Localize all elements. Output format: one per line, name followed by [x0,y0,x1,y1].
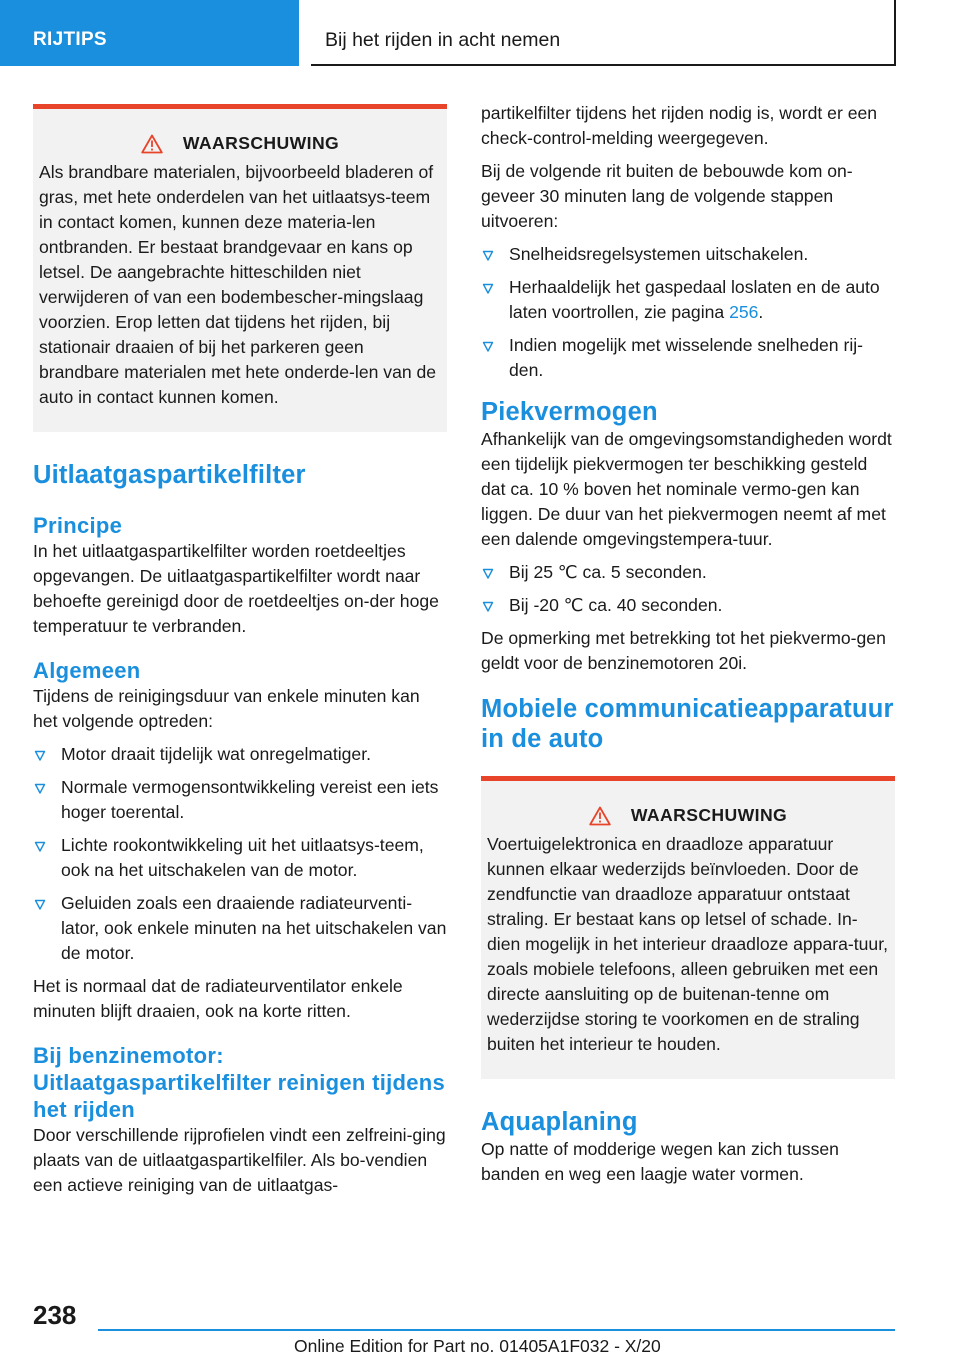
heading-algemeen: Algemeen [33,658,141,683]
heading-uitlaatgaspartikelfilter: Uitlaatgaspartikelfilter [33,461,306,489]
list-item [33,775,447,825]
paragraph-benzinemotor: Door verschillende rijprofielen vindt een zelfreini-ging plaats van de uitlaatgaspartikelfiler. Als bo-vendien een actieve reiniging van de uitlaatgas- [33,1125,446,1195]
warning-title: WAARSCHUWING [182,133,340,153]
bullet-triangle-icon [33,743,47,767]
bullet-triangle-icon [481,276,495,300]
list-rit [481,242,895,383]
list-item-text: Normale vermogensontwikkeling vereist een iets hoger toerental. [61,777,439,822]
bullet-triangle-icon [33,834,47,858]
bullet-triangle-icon [481,334,495,358]
list-item [33,742,447,767]
list-item-text: Lichte rookontwikkeling uit het uitlaatsys-teem, ook na het uitschakelen van de motor. [61,835,424,880]
list-piek [481,560,895,618]
footer-divider [98,1329,895,1331]
list-item-text: Bij -20 ℃ ca. 40 seconden. [509,595,723,615]
paragraph-algemeen: Tijdens de reinigingsduur van enkele minuten kan het volgende optreden: [33,686,420,731]
paragraph-principe: In het uitlaatgaspartikelfilter worden roetdeeltjes opgevangen. De uitlaatgaspartikelfilter wordt naar behoefte gereinigd door de roetdeeltjes on-der hoge temperatuur te verbranden. [33,541,439,636]
list-item [481,275,895,325]
list-item [481,593,895,618]
list-item-text: Herhaaldelijk het gaspedaal loslaten en de auto laten voortrollen, zie pagina [509,277,880,322]
list-item-text-end: . [758,302,764,322]
heading-mobiele-communicatie: Mobiele communicatieapparatuur in de auto [481,695,894,753]
list-item [481,560,895,585]
page-reference-link[interactable]: 256 [729,302,759,322]
paragraph-volgende-rit: Bij de volgende rit buiten de bebouwde kom on-geveer 30 minuten lang de volgende stappen uitvoeren: [481,161,853,231]
heading-aquaplaning: Aquaplaning [481,1108,638,1136]
bullet-triangle-icon [481,561,495,585]
warning-box-radio [481,776,895,1079]
heading-benzinemotor: Bij benzinemotor: Uitlaatgaspartikelfilter reinigen tijdens het rijden [33,1043,446,1122]
header-chapter-box [311,0,896,66]
list-item [481,242,895,267]
left-column [33,104,447,1198]
heading-principe: Principe [33,513,123,538]
warning-triangle-icon [589,806,611,826]
bullet-triangle-icon [33,776,47,800]
footer-edition: Online Edition for Part no. 01405A1F032 - X/20 [294,1336,661,1356]
warning-header [487,805,889,826]
list-item-text: Geluiden zoals een draaiende radiateurventi-lator, ook enkele minuten na het uitschakelen van de motor. [61,893,447,963]
warning-triangle-icon [141,134,163,154]
paragraph-normaal: Het is normaal dat de radiateurventilator enkele minuten blijft draaien, ook na korte ritten. [33,976,403,1021]
paragraph-continued: partikelfilter tijdens het rijden nodig is, wordt er een check-control-melding weergegeven. [481,103,878,148]
warning-text: Voertuigelektronica en draadloze apparatuur kunnen elkaar wederzijds beïnvloeden. Door de zendfunctie van draadloze apparatuur ontstaat straling. Er bestaat kans op letsel of schade. In-dien mogelijk in het interieur draadloze appara-tuur, zoals mobiele telefoons, alleen gebruiken met een directe aansluiting op de buitenan-tenne om wederzijdse storing te voorkomen en de straling buiten het interieur te houden. [487,834,888,1054]
header-section-tab [0,0,299,66]
warning-text: Als brandbare materialen, bijvoorbeeld bladeren of gras, met hete onderdelen van het uitlaatsys-teem in contact komen, kunnen deze materia-len ontbranden. Er bestaat brandgevaar en kans op letsel. De aangebrachte hitteschilden niet verwijderen of van een bodembescher-mingslaag voorzien. Erop letten dat tijdens het rijden, bij stationair draaien of bij het parkeren geen brandbare materialen met hete onderde-len van de auto in contact kunnen komen. [39,162,437,407]
list-item [33,891,447,966]
bullet-triangle-icon [33,892,47,916]
list-item [33,833,447,883]
bullet-triangle-icon [481,594,495,618]
warning-box-fire [33,104,447,432]
list-item-text: Motor draait tijdelijk wat onregelmatiger. [61,744,371,764]
warning-title: WAARSCHUWING [630,805,788,825]
list-item [481,333,895,383]
bullet-triangle-icon [481,243,495,267]
list-item-text: Indien mogelijk met wisselende snelheden rij-den. [509,335,864,380]
header-section-label: RIJTIPS [33,29,107,50]
heading-piekvermogen: Piekvermogen [481,398,658,426]
header-chapter-label: Bij het rijden in acht nemen [325,29,561,51]
paragraph-piekvermogen: Afhankelijk van de omgevingsomstandigheden wordt een tijdelijk piekvermogen ter beschikking gesteld dat ca. 10 % boven het nominale vermo-gen kan liggen. De duur van het piekvermogen neemt af met een dalende omgevingstempera-tuur. [481,429,892,549]
list-item-text: Bij 25 ℃ ca. 5 seconden. [509,562,707,582]
paragraph-aquaplaning: Op natte of modderige wegen kan zich tussen banden en weg een laagje water vormen. [481,1139,839,1184]
paragraph-opmerking: De opmerking met betrekking tot het piekvermo-gen geldt voor de benzinemotoren 20i. [481,628,886,673]
right-column [481,101,895,1187]
warning-header [39,133,441,154]
list-algemeen [33,742,447,966]
list-item-text: Snelheidsregelsystemen uitschakelen. [509,244,809,264]
page-number: 238 [33,1300,77,1330]
